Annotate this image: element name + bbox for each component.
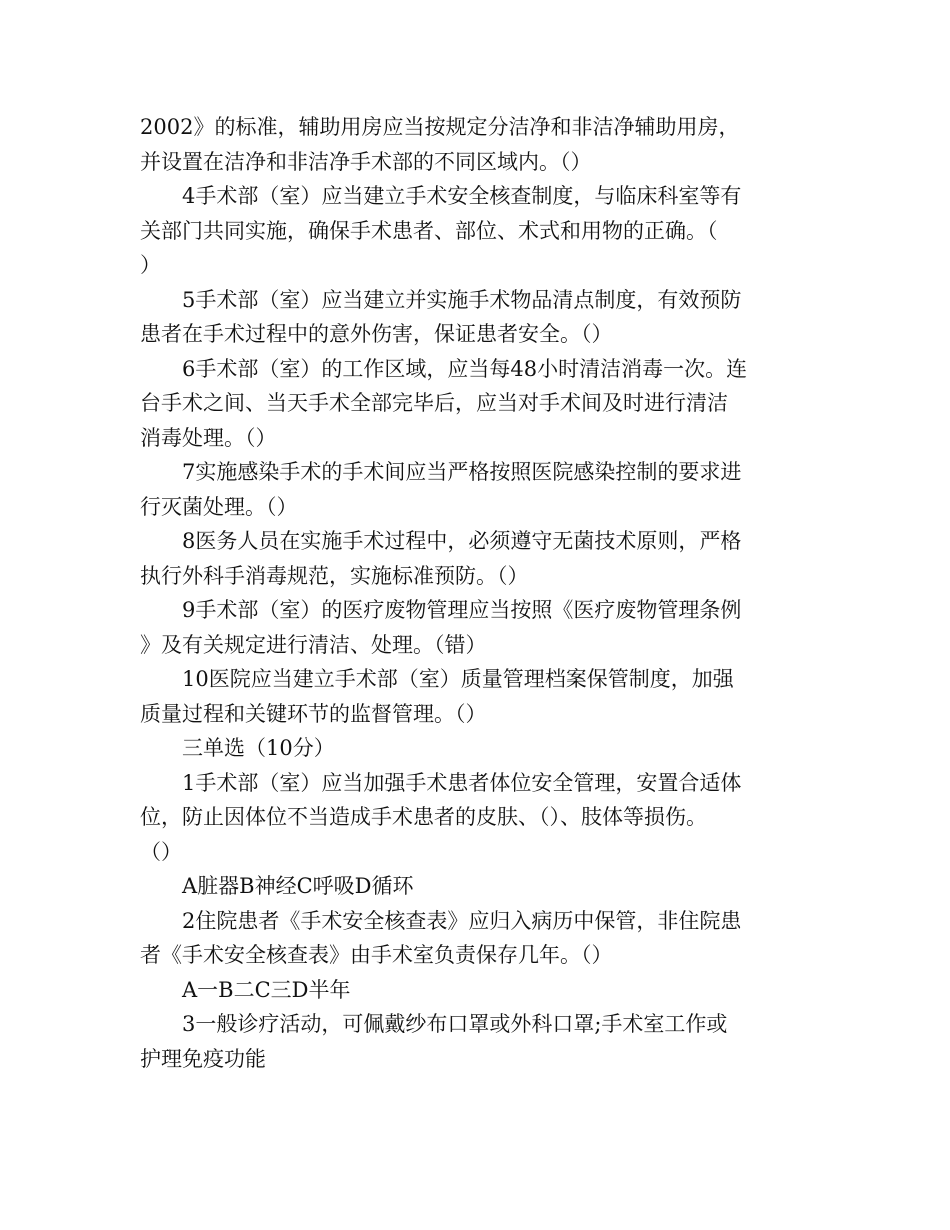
single-choice-options-2: A一B二C三D半年 [182,977,351,1002]
paragraph-continuation: 2002》的标准，辅助用房应当按规定分洁净和非洁净辅助用房， 并设置在洁净和非洁净手术部的不同区域内。（） [140,115,740,174]
true-false-item-5: 5手术部（室）应当建立并实施手术物品清点制度，有效预防 患者在手术过程中的意外伤害，保证患者安全。（） [140,287,742,346]
true-false-item-7: 7实施感染手术的手术间应当严格按照医院感染控制的要求进 行灭菌处理。（） [140,460,742,519]
true-false-item-9: 9手术部（室）的医疗废物管理应当按照《医疗废物管理条例 》及有关规定进行清洁、处理。（错） [140,598,742,657]
document-body [140,110,810,1076]
single-choice-question-1: 1手术部（室）应当加强手术患者体位安全管理，安置合适体 位，防止因体位不当造成手术患者的皮肤、（）、肢体等损伤。 （） [140,770,742,864]
single-choice-question-3: 3一般诊疗活动，可佩戴纱布口罩或外科口罩;手术室工作或 护理免疫功能 [140,1012,728,1071]
section-heading-single-choice: 三单选（10分） [182,736,335,760]
single-choice-question-2: 2住院患者《手术安全核查表》应归入病历中保管，非住院患 者《手术安全核查表》由手术室负责保存几年。（） [140,908,742,967]
single-choice-options-1: A脏器B神经C呼吸D循环 [182,874,414,898]
true-false-item-10: 10医院应当建立手术部（室）质量管理档案保管制度，加强 质量过程和关键环节的监督管理。（） [140,667,734,726]
true-false-item-6: 6手术部（室）的工作区域，应当每48小时清洁消毒一次。连 台手术之间、当天手术全部完毕后，应当对手术间及时进行清洁 消毒处理。（） [140,356,748,450]
true-false-item-8: 8医务人员在实施手术过程中，必须遵守无菌技术原则，严格 执行外科手消毒规范，实施标准预防。（） [140,529,742,588]
true-false-item-4: 4手术部（室）应当建立手术安全核查制度，与临床科室等有 关部门共同实施，确保手术患者、部位、术式和用物的正确。（ ） [140,184,742,277]
